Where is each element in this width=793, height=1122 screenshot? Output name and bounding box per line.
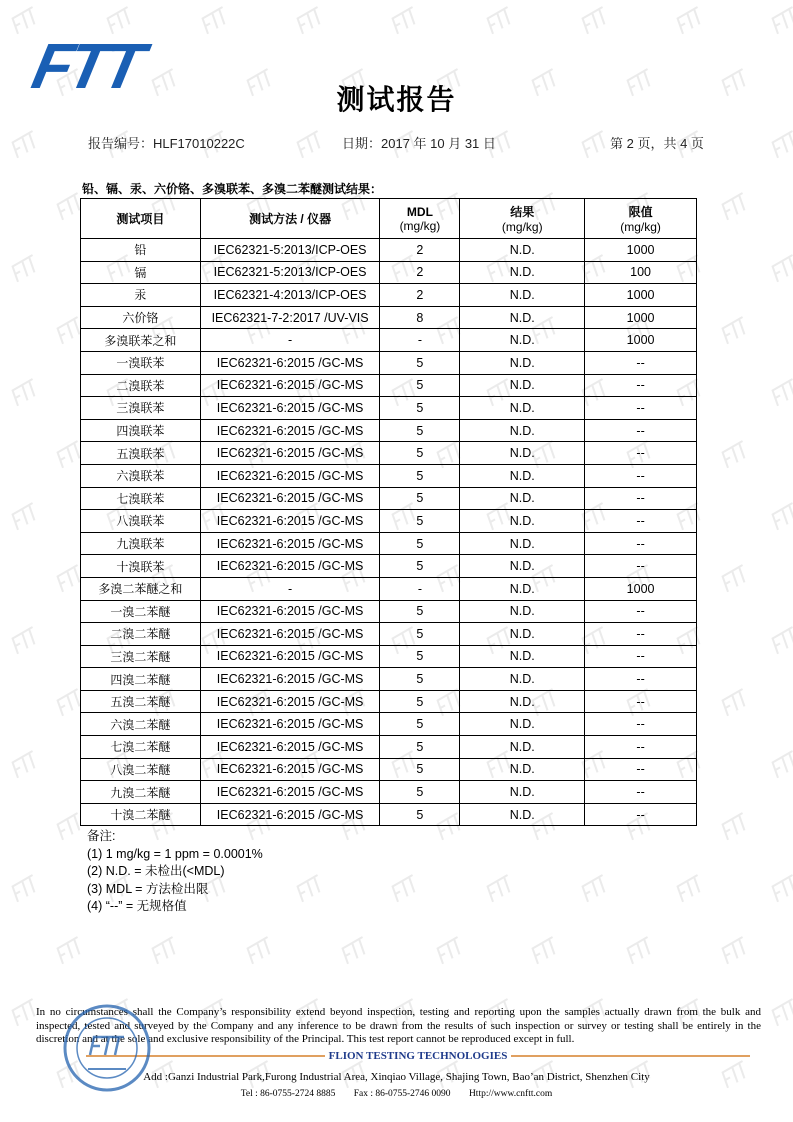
cell-limit: -- (585, 645, 697, 668)
table-caption: 铅、镉、汞、六价铬、多溴联苯、多溴二苯醚测试结果： (82, 182, 383, 196)
cell-item: 九溴二苯醚 (81, 781, 201, 804)
watermark-logo-icon (770, 875, 793, 902)
note: (2) N.D. = 未检出(<MDL) (87, 864, 225, 878)
cell-mdl: 5 (380, 487, 460, 510)
watermark-logo-icon (390, 7, 421, 34)
watermark-logo-icon (485, 7, 516, 34)
cell-limit: -- (585, 600, 697, 623)
table-row (81, 306, 697, 329)
header-result: 结果 (mg/kg) (460, 199, 585, 239)
cell-result: N.D. (460, 374, 585, 397)
cell-result: N.D. (460, 306, 585, 329)
note: (4) “--” = 无规格值 (87, 899, 187, 913)
cell-item: 十溴二苯醚 (81, 803, 201, 826)
watermark-logo-icon (10, 751, 41, 778)
cell-result: N.D. (460, 239, 585, 262)
table-row (81, 510, 697, 533)
watermark-logo-icon (10, 131, 41, 158)
cell-result: N.D. (460, 351, 585, 374)
cell-mdl: 5 (380, 623, 460, 646)
cell-limit: -- (585, 464, 697, 487)
table-row (81, 239, 697, 262)
cell-mdl: 5 (380, 736, 460, 759)
report-date: 日期：2017 年 10 月 31 日 (342, 136, 496, 151)
watermark-logo-icon (675, 7, 706, 34)
watermark-logo-icon (10, 503, 41, 530)
cell-limit: -- (585, 374, 697, 397)
cell-item: 二溴联苯 (81, 374, 201, 397)
watermark-logo-icon (10, 875, 41, 902)
cell-item: 八溴联苯 (81, 510, 201, 533)
cell-item: 一溴联苯 (81, 351, 201, 374)
cell-mdl: 2 (380, 284, 460, 307)
cell-mdl: - (380, 577, 460, 600)
cell-method: IEC62321-6:2015 /GC-MS (200, 555, 380, 578)
company-name-rule (86, 1050, 750, 1062)
cell-mdl: 2 (380, 239, 460, 262)
watermark-logo-icon (390, 875, 421, 902)
watermark-logo-icon (675, 875, 706, 902)
table-row (81, 487, 697, 510)
cell-result: N.D. (460, 464, 585, 487)
contact-line (0, 1089, 793, 1099)
company-logo: FTT (26, 30, 147, 102)
cell-method: IEC62321-6:2015 /GC-MS (200, 351, 380, 374)
cell-mdl: - (380, 329, 460, 352)
watermark-logo-icon (245, 937, 276, 964)
cell-item: 多溴二苯醚之和 (81, 577, 201, 600)
cell-limit: -- (585, 555, 697, 578)
watermark-logo-icon (770, 7, 793, 34)
cell-method: IEC62321-6:2015 /GC-MS (200, 690, 380, 713)
watermark-logo-icon (770, 255, 793, 282)
table-row (81, 464, 697, 487)
report-number: 报告编号：HLF17010222C (88, 136, 245, 151)
table-row (81, 803, 697, 826)
cell-result: N.D. (460, 261, 585, 284)
cell-limit: 1000 (585, 577, 697, 600)
cell-item: 七溴联苯 (81, 487, 201, 510)
cell-item: 九溴联苯 (81, 532, 201, 555)
note: (3) MDL = 方法检出限 (87, 881, 209, 896)
table-row (81, 442, 697, 465)
cell-method: IEC62321-5:2013/ICP-OES (200, 261, 380, 284)
cell-limit: 1000 (585, 284, 697, 307)
cell-item: 一溴二苯醚 (81, 600, 201, 623)
table-row (81, 600, 697, 623)
note: (1) 1 mg/kg = 1 ppm = 0.0001% (87, 846, 263, 861)
table-row (81, 351, 697, 374)
cell-method: IEC62321-6:2015 /GC-MS (200, 623, 380, 646)
cell-item: 多溴联苯之和 (81, 329, 201, 352)
cell-item: 八溴二苯醚 (81, 758, 201, 781)
cell-limit: -- (585, 442, 697, 465)
cell-mdl: 5 (380, 668, 460, 691)
cell-result: N.D. (460, 668, 585, 691)
cell-limit: -- (585, 623, 697, 646)
watermark-logo-icon (720, 689, 751, 716)
cell-item: 四溴二苯醚 (81, 668, 201, 691)
cell-limit: -- (585, 419, 697, 442)
cell-mdl: 5 (380, 781, 460, 804)
cell-item: 三溴联苯 (81, 397, 201, 420)
cell-item: 汞 (81, 284, 201, 307)
watermark-logo-icon (580, 7, 611, 34)
fax: Fax : 86-0755-2746 0090 (353, 1089, 451, 1099)
table-row (81, 374, 697, 397)
table-row (81, 668, 697, 691)
cell-method: - (200, 329, 380, 352)
watermark-logo-icon (10, 627, 41, 654)
cell-mdl: 5 (380, 419, 460, 442)
cell-result: N.D. (460, 736, 585, 759)
watermark-logo-icon (55, 937, 86, 964)
cell-item: 五溴联苯 (81, 442, 201, 465)
watermark-logo-icon (295, 7, 326, 34)
watermark-logo-icon (150, 937, 181, 964)
cell-mdl: 5 (380, 758, 460, 781)
cell-result: N.D. (460, 803, 585, 826)
cell-result: N.D. (460, 284, 585, 307)
note: 备注: (87, 829, 116, 843)
watermark-logo-icon (770, 999, 793, 1026)
watermark-logo-icon (625, 937, 656, 964)
cell-method: IEC62321-7-2:2017 /UV-VIS (200, 306, 380, 329)
cell-mdl: 5 (380, 510, 460, 533)
cell-item: 铅 (81, 239, 201, 262)
watermark-logo-icon (720, 565, 751, 592)
cell-result: N.D. (460, 713, 585, 736)
watermark-logo-icon (580, 131, 611, 158)
table-row (81, 532, 697, 555)
cell-item: 十溴联苯 (81, 555, 201, 578)
cell-method: IEC62321-6:2015 /GC-MS (200, 600, 380, 623)
table-row (81, 329, 697, 352)
watermark-logo-icon (340, 937, 371, 964)
cell-result: N.D. (460, 690, 585, 713)
website[interactable]: Http://www.cnftt.com (468, 1089, 553, 1099)
watermark-logo-icon (10, 7, 41, 34)
watermark-logo-icon (720, 193, 751, 220)
cell-method: IEC62321-6:2015 /GC-MS (200, 510, 380, 533)
cell-item: 七溴二苯醚 (81, 736, 201, 759)
cell-method: IEC62321-6:2015 /GC-MS (200, 374, 380, 397)
table-header (81, 199, 697, 239)
tel: Tel : 86-0755-2724 8885 (240, 1089, 336, 1099)
cell-mdl: 5 (380, 464, 460, 487)
watermark-logo-icon (530, 937, 561, 964)
cell-mdl: 5 (380, 442, 460, 465)
cell-result: N.D. (460, 645, 585, 668)
cell-mdl: 5 (380, 690, 460, 713)
results-table (80, 198, 697, 826)
header-item: 测试项目 (81, 199, 201, 239)
cell-limit: 1000 (585, 306, 697, 329)
watermark-logo-icon (770, 131, 793, 158)
notes (87, 828, 263, 916)
cell-item: 六溴二苯醚 (81, 713, 201, 736)
cell-method: IEC62321-6:2015 /GC-MS (200, 645, 380, 668)
watermark-logo-icon (770, 503, 793, 530)
cell-item: 五溴二苯醚 (81, 690, 201, 713)
table-row (81, 645, 697, 668)
cell-method: IEC62321-6:2015 /GC-MS (200, 736, 380, 759)
cell-limit: 100 (585, 261, 697, 284)
watermark-logo-icon (770, 627, 793, 654)
table-row (81, 419, 697, 442)
watermark-logo-icon (295, 131, 326, 158)
cell-result: N.D. (460, 329, 585, 352)
cell-limit: -- (585, 803, 697, 826)
cell-mdl: 5 (380, 397, 460, 420)
cell-mdl: 5 (380, 645, 460, 668)
cell-limit: -- (585, 397, 697, 420)
cell-limit: 1000 (585, 329, 697, 352)
watermark-logo-icon (770, 751, 793, 778)
cell-item: 二溴二苯醚 (81, 623, 201, 646)
cell-mdl: 5 (380, 374, 460, 397)
cell-mdl: 5 (380, 351, 460, 374)
cell-mdl: 5 (380, 803, 460, 826)
table-row (81, 555, 697, 578)
cell-method: IEC62321-6:2015 /GC-MS (200, 713, 380, 736)
cell-method: IEC62321-6:2015 /GC-MS (200, 781, 380, 804)
cell-limit: -- (585, 758, 697, 781)
table-row (81, 713, 697, 736)
table-row (81, 261, 697, 284)
table-row (81, 397, 697, 420)
table-row (81, 736, 697, 759)
cell-limit: -- (585, 351, 697, 374)
cell-limit: -- (585, 668, 697, 691)
watermark-logo-icon (200, 7, 231, 34)
cell-result: N.D. (460, 532, 585, 555)
cell-item: 四溴联苯 (81, 419, 201, 442)
watermark-logo-icon (580, 875, 611, 902)
cell-mdl: 8 (380, 306, 460, 329)
cell-mdl: 5 (380, 532, 460, 555)
cell-result: N.D. (460, 577, 585, 600)
cell-item: 镉 (81, 261, 201, 284)
table-row (81, 577, 697, 600)
cell-result: N.D. (460, 555, 585, 578)
cell-limit: -- (585, 532, 697, 555)
cell-method: - (200, 577, 380, 600)
divider (511, 1055, 750, 1057)
cell-mdl: 5 (380, 713, 460, 736)
header-mdl: MDL (mg/kg) (380, 199, 460, 239)
cell-method: IEC62321-6:2015 /GC-MS (200, 397, 380, 420)
cell-result: N.D. (460, 419, 585, 442)
cell-method: IEC62321-6:2015 /GC-MS (200, 442, 380, 465)
watermark-logo-icon (435, 937, 466, 964)
cell-limit: -- (585, 736, 697, 759)
cell-result: N.D. (460, 442, 585, 465)
page-title: 测试报告 (336, 83, 457, 116)
table-row (81, 758, 697, 781)
watermark-logo-icon (295, 875, 326, 902)
header-limit: 限值 (mg/kg) (585, 199, 697, 239)
cell-limit: -- (585, 713, 697, 736)
watermark-logo-icon (720, 813, 751, 840)
disclaimer: In no circumstances shall the Company’s responsibility extend beyond inspection, testing and reporting upon the samples actually drawn from the bulk and inspected, tested and surveyed by the Company and any inference to be drawn from the results of such inspection or survey or testing shall be entirely in the discretion and at the sole and exclusive responsibility of the Principal. This test report cannot be reproduced except in full. (36, 1006, 761, 1045)
cell-limit: -- (585, 690, 697, 713)
watermark-logo-icon (720, 441, 751, 468)
cell-item: 六溴联苯 (81, 464, 201, 487)
cell-result: N.D. (460, 623, 585, 646)
watermark-logo-icon (720, 317, 751, 344)
table-row (81, 623, 697, 646)
table-row (81, 284, 697, 307)
cell-result: N.D. (460, 397, 585, 420)
cell-method: IEC62321-6:2015 /GC-MS (200, 419, 380, 442)
cell-item: 六价铬 (81, 306, 201, 329)
divider (86, 1055, 325, 1057)
cell-limit: 1000 (585, 239, 697, 262)
cell-mdl: 5 (380, 555, 460, 578)
cell-method: IEC62321-6:2015 /GC-MS (200, 668, 380, 691)
cell-method: IEC62321-6:2015 /GC-MS (200, 487, 380, 510)
cell-method: IEC62321-6:2015 /GC-MS (200, 758, 380, 781)
cell-method: IEC62321-5:2013/ICP-OES (200, 239, 380, 262)
cell-limit: -- (585, 487, 697, 510)
cell-method: IEC62321-6:2015 /GC-MS (200, 464, 380, 487)
watermark-logo-icon (720, 937, 751, 964)
cell-result: N.D. (460, 758, 585, 781)
cell-limit: -- (585, 781, 697, 804)
company-name: FLION TESTING TECHNOLOGIES (328, 1050, 508, 1062)
header-method: 测试方法 / 仪器 (200, 199, 380, 239)
watermark-logo-icon (770, 379, 793, 406)
address: Add :Ganzi Industrial Park,Furong Industrial Area, Xinqiao Village, Shajing Town, Bao’an District, Shenzhen City (143, 1071, 650, 1083)
page-number: 第 2 页，共 4 页 (610, 136, 704, 151)
cell-result: N.D. (460, 781, 585, 804)
cell-limit: -- (585, 510, 697, 533)
watermark-logo-icon (10, 255, 41, 282)
cell-result: N.D. (460, 600, 585, 623)
cell-method: IEC62321-6:2015 /GC-MS (200, 803, 380, 826)
table-row (81, 690, 697, 713)
cell-mdl: 2 (380, 261, 460, 284)
watermark-logo-icon (10, 379, 41, 406)
cell-item: 三溴二苯醚 (81, 645, 201, 668)
cell-method: IEC62321-6:2015 /GC-MS (200, 532, 380, 555)
watermark-logo-icon (485, 875, 516, 902)
cell-mdl: 5 (380, 600, 460, 623)
table-row (81, 781, 697, 804)
cell-result: N.D. (460, 510, 585, 533)
cell-result: N.D. (460, 487, 585, 510)
cell-method: IEC62321-4:2013/ICP-OES (200, 284, 380, 307)
